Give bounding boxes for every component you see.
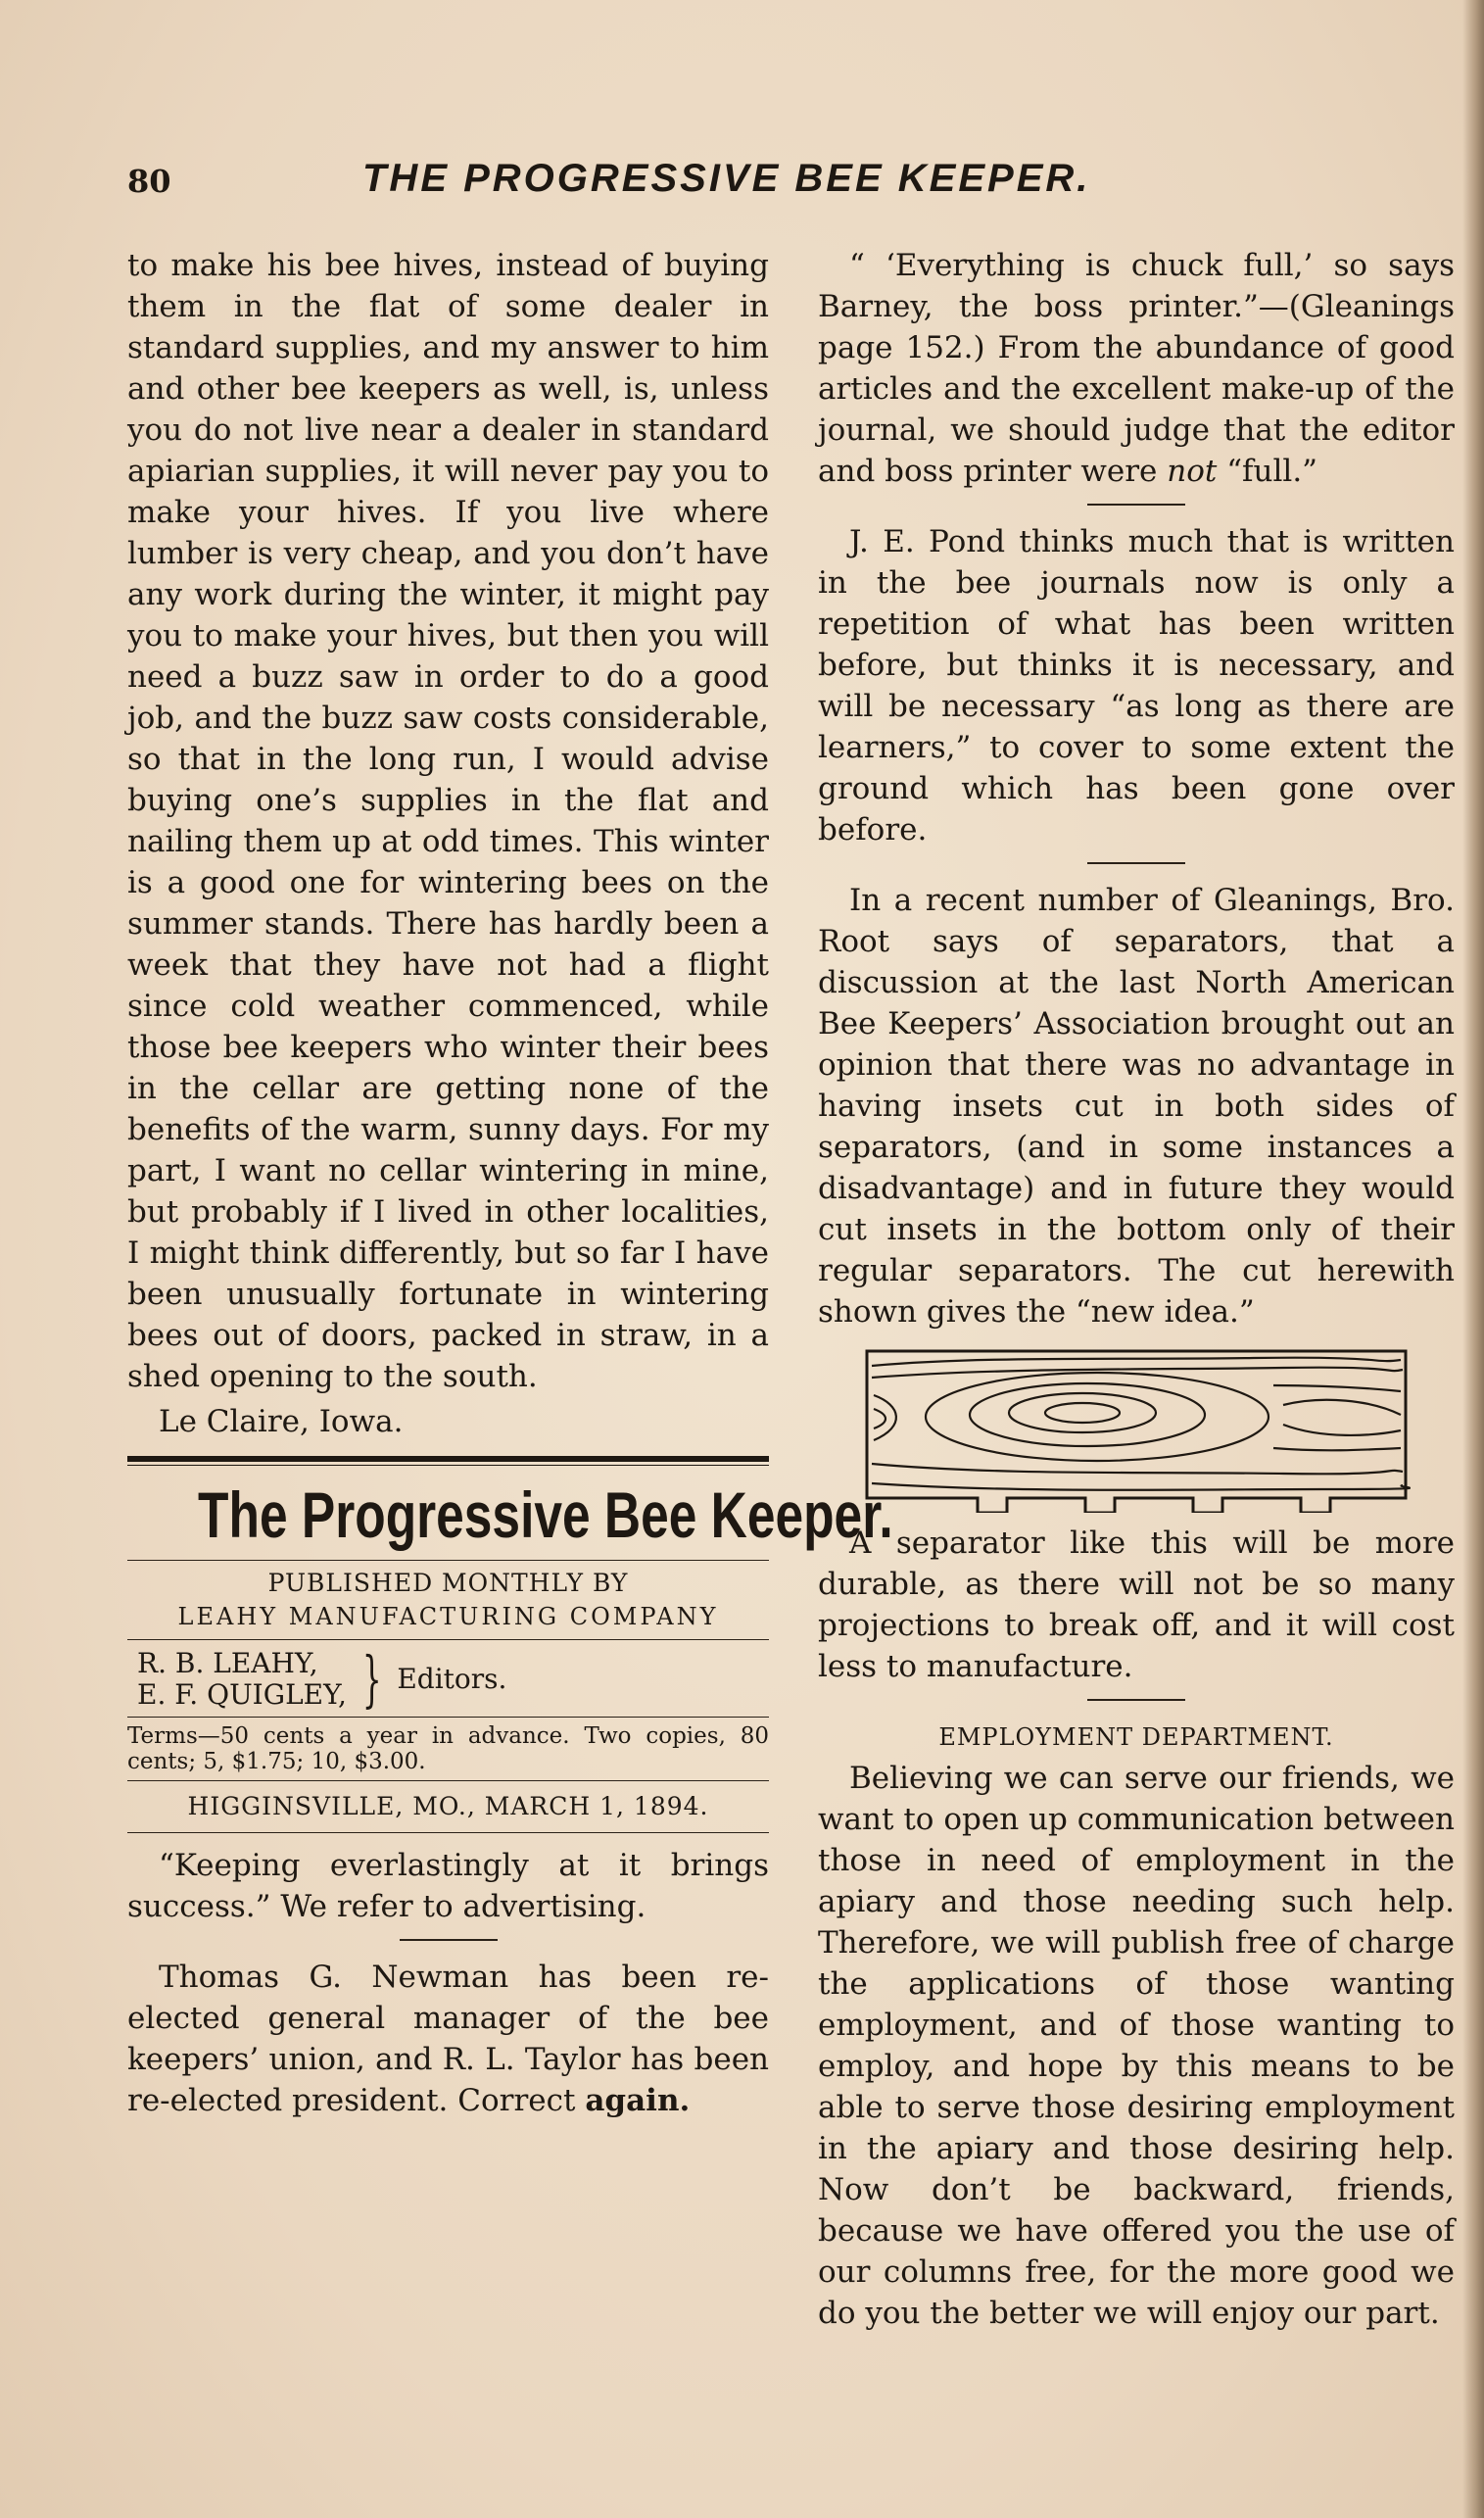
masthead-top-rule <box>127 1456 769 1466</box>
paragraph-text: “ ‘Everything is chuck full,’ so says Barney, the boss printer.”—(Gleanings page 152.) From the abundance of good articles and the excellent make-up of the journal, we should judge that the editor and boss printer were <box>818 248 1455 489</box>
section-divider <box>1087 1699 1185 1701</box>
masthead <box>127 1476 893 1833</box>
editorial-paragraph: Believing we can serve our friends, we want to open up communication between those in need of employment in the apiary and those needing such help. Therefore, we will publish free of charge the applications of those wanting employment, and of those wanting to employ, and hope by this means to be able to serve those desiring employment in the apiary and those desiring help. Now don’t be backward, friends, because we have offered you the use of our columns free, for the more good we do you the better we will enjoy our part. <box>818 1761 1455 2331</box>
editorial-paragraph <box>818 245 1455 492</box>
page-edge-shadow <box>1462 0 1484 2518</box>
journal-title: THE PROGRESSIVE BEE KEEPER. <box>362 157 1091 200</box>
editorial-paragraph: J. E. Pond thinks much that is written in the bee journals now is only a repetition of what has been written before, but thinks it is necessary, and will be necessary “as long as there are learners,” to cover to some extent the ground which has been gone over before. <box>818 524 1455 847</box>
page-number: 80 <box>127 163 171 200</box>
separator-illustration-icon <box>862 1346 1411 1513</box>
subscription-terms: Terms—50 cents a year in advance. Two copies, 80 cents; 5, $1.75; 10, $3.00. <box>127 1723 769 1774</box>
editorial-paragraph <box>127 1957 769 2121</box>
left-column <box>127 245 893 2121</box>
paragraph-text: Thomas G. Newman has been re-elected general manager of the bee keepers’ union, and R. L. Taylor has been re-elected president. Correct <box>127 1960 769 2118</box>
article-continuation: to make his bee hives, instead of buying them in the flat of some dealer in standard supplies, and my answer to him and other bee keepers as well, is, unless you do not live near a dealer in standard apiarian supplies, it will never pay you to make your hives. If you live where lumber is very cheap, and you don’t have any work during the winter, it might pay you to make your hives, but then you will need a buzz saw in order to do a good job, and the buzz saw costs considerable, so that in the long run, I would advise buying one’s supplies in the flat and nailing them up at odd times. This winter is a good one for wintering bees on the summer stands. There has hardly been a week that they have not had a flight since cold weather commenced, while those bee keepers who winter their bees in the cellar are getting none of the benefits of the warm, sunny days. For my part, I want no cellar wintering in mine, but probably if I lived in other localities, I might think differently, but so far I have been unusually fortunate in wintering bees out of doors, packed in straw, in a shed opening to the south. <box>127 248 769 1394</box>
masthead-company: LEAHY MANUFACTURING COMPANY <box>177 1603 719 1630</box>
section-divider <box>400 1939 498 1941</box>
editorial-paragraph: “Keeping everlastingly at it brings success.” We refer to advertising. <box>127 1848 769 1924</box>
issue-dateline: HIGGINSVILLE, MO., MARCH 1, 1894. <box>187 1792 709 1820</box>
editors-label: Editors. <box>397 1663 507 1695</box>
article-byline: Le Claire, Iowa. <box>159 1404 404 1439</box>
masthead-published-by: PUBLISHED MONTHLY BY <box>267 1569 629 1597</box>
masthead-rule <box>127 1832 769 1833</box>
masthead-rule <box>127 1717 769 1718</box>
section-heading: EMPLOYMENT DEPARTMENT. <box>938 1723 1334 1751</box>
paragraph-text: “full.” <box>1217 454 1318 489</box>
right-column <box>818 245 1455 2334</box>
editorial-paragraph: A separator like this will be more durable, as there will not be so many projections to break off, and it will cost less to manufacture. <box>818 1525 1455 1684</box>
section-divider <box>1087 504 1185 506</box>
editor-name: R. B. LEAHY, <box>137 1647 318 1679</box>
section-divider <box>1087 862 1185 864</box>
masthead-editors <box>137 1643 769 1715</box>
masthead-rule <box>127 1639 769 1640</box>
masthead-title: The Progressive Bee Keeper. <box>198 1478 893 1551</box>
paragraph-text-end: again. <box>585 2083 691 2118</box>
editor-name: E. F. QUIGLEY, <box>137 1678 347 1711</box>
editor-names <box>137 1648 347 1711</box>
masthead-rule <box>127 1780 769 1781</box>
brace-icon: } <box>361 1643 382 1715</box>
masthead-rule <box>127 1560 769 1561</box>
editorial-paragraph: In a recent number of Gleanings, Bro. Root says of separators, that a discussion at the last North American Bee Keepers’ Association brought out an opinion that there was no advantage in having insets cut in both sides of separators, (and in some instances a disadvantage) and in future they would cut insets in the bottom only of their regular separators. The cut herewith shown gives the “new idea.” <box>818 883 1455 1330</box>
page-header <box>127 157 1342 206</box>
emphasis-text: not <box>1167 454 1218 489</box>
